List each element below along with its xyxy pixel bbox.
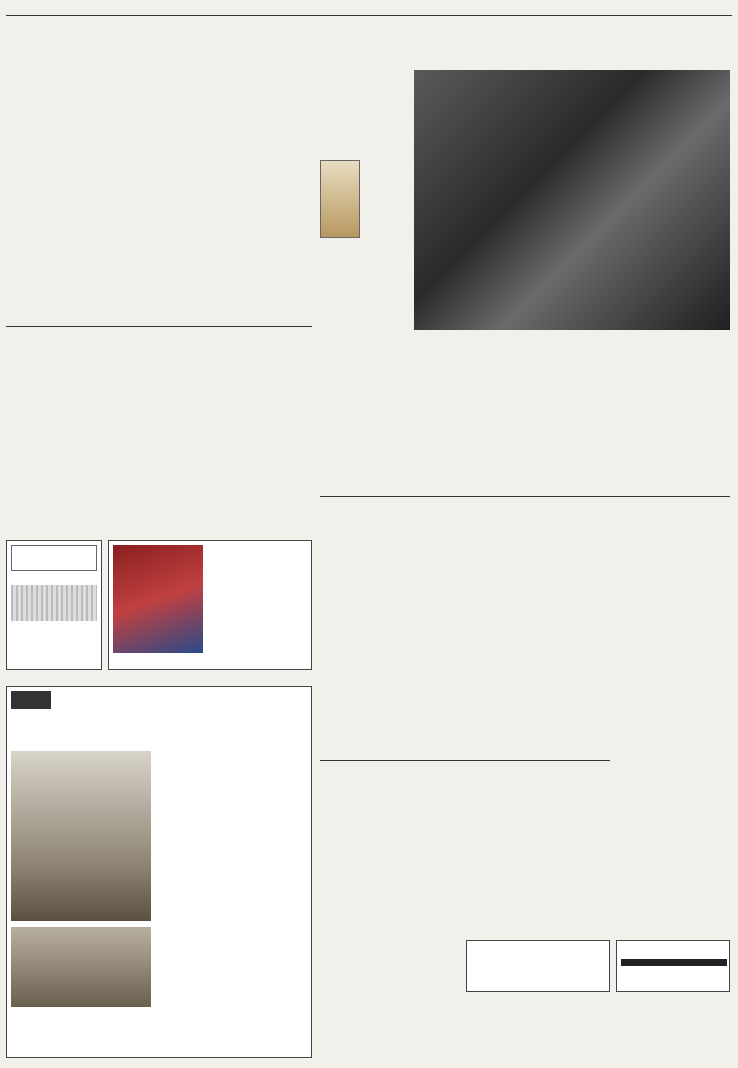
art5-col3a <box>516 566 610 628</box>
art1-body-2 <box>6 284 102 324</box>
art4-col1e <box>320 372 408 488</box>
beatrix-60-box <box>320 160 360 238</box>
art1-col2 <box>108 162 208 322</box>
interiors-tag <box>11 691 51 709</box>
art3-col2 <box>212 350 312 490</box>
art4-col1c <box>320 242 360 282</box>
art5-col3b <box>516 638 610 756</box>
art8-body <box>616 574 730 702</box>
art7-lead <box>466 816 610 860</box>
bed-image <box>11 585 97 621</box>
art4-col1d <box>320 286 408 366</box>
art8-lead <box>616 538 730 572</box>
jumbo-ad[interactable] <box>466 940 610 992</box>
page-header <box>6 2 732 16</box>
art1-lead <box>6 162 102 200</box>
interiors-list <box>157 751 307 1001</box>
art1-col3 <box>212 162 312 322</box>
zevenbergen-ad[interactable] <box>616 940 730 992</box>
divider <box>6 326 312 327</box>
interior-photo <box>11 751 151 921</box>
art7-body <box>466 862 610 928</box>
art9-lead <box>616 748 730 788</box>
bos-bedden-ad[interactable] <box>6 540 102 670</box>
art4-col3b <box>518 388 618 488</box>
zevenbergen-sub <box>621 959 727 966</box>
art3-lead <box>108 350 208 394</box>
art5-lead <box>320 574 408 634</box>
art4-col2 <box>414 352 514 488</box>
royals-photo <box>414 70 730 330</box>
wegwijs-ad[interactable] <box>108 540 312 670</box>
wakkere-title <box>11 545 97 571</box>
interior-photo-2 <box>11 927 151 1007</box>
art4-col4b <box>622 442 730 488</box>
art1-body <box>6 202 102 274</box>
wegwijs-body <box>207 547 257 607</box>
art6-lead <box>320 818 460 858</box>
divider <box>320 496 730 497</box>
photo-caption <box>414 334 684 348</box>
art4-intro <box>320 130 408 158</box>
art4-col3a <box>518 352 618 378</box>
interiors-body <box>11 713 171 745</box>
art5-col2 <box>414 566 510 756</box>
art4-col4a <box>622 352 730 432</box>
art4-lead <box>320 78 408 128</box>
vantil-ad[interactable] <box>6 686 312 1058</box>
divider <box>320 760 610 761</box>
art6-body <box>320 860 460 1058</box>
art9-body <box>616 790 730 928</box>
art3-body <box>108 396 208 490</box>
art2-body <box>6 390 102 490</box>
wegwijs-book <box>113 545 203 653</box>
art4-col1b <box>364 160 408 280</box>
art5-body <box>320 636 408 756</box>
art2-lead <box>6 362 102 388</box>
